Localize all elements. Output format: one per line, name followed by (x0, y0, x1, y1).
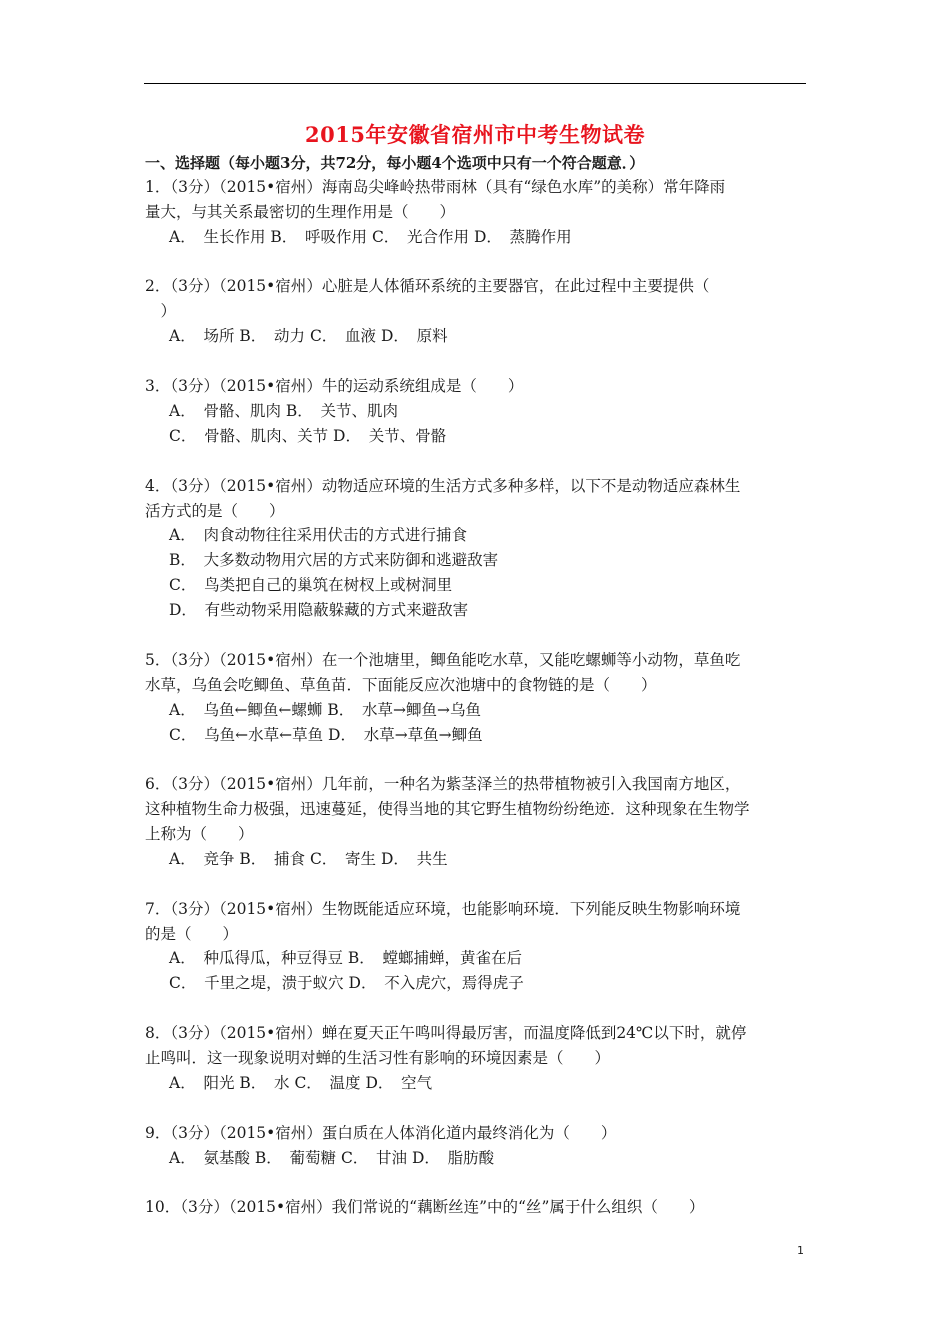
question-options: C． 骨骼、肌肉、关节 D． 关节、骨骼 (169, 427, 447, 445)
question-stem: 9．（3分）（2015•宿州）蛋白质在人体消化道内最终消化为（ ） (145, 1124, 617, 1142)
question-options: A． 竞争 B． 捕食 C． 寄生 D． 共生 (169, 850, 448, 868)
question-options: C． 千里之堤，溃于蚁穴 D． 不入虎穴，焉得虎子 (169, 974, 524, 992)
question-stem: 7．（3分）（2015•宿州）生物既能适应环境，也能影响环境．下列能反映生物影响环境 (145, 900, 741, 918)
question-stem: 5．（3分）（2015•宿州）在一个池塘里，鲫鱼能吃水草，又能吃螺蛳等小动物，草鱼吃 (145, 651, 741, 669)
question-options: A． 骨骼、肌肉 B． 关节、肌肉 (169, 402, 399, 420)
question-stem: ） (145, 302, 177, 320)
question-stem: 活方式的是（ ） (145, 502, 285, 520)
question-options: B． 大多数动物用穴居的方式来防御和逃避敌害 (169, 551, 499, 569)
question-stem: 2．（3分）（2015•宿州）心脏是人体循环系统的主要器官，在此过程中主要提供（ (145, 277, 710, 295)
question-stem: 4．（3分）（2015•宿州）动物适应环境的生活方式多种多样，以下不是动物适应森林生 (145, 477, 741, 495)
section-heading: 一、选择题（每小题3分，共72分，每小题4个选项中只有一个符合题意．） (145, 154, 645, 172)
question-stem: 1．（3分）（2015•宿州）海南岛尖峰岭热带雨林（具有“绿色水库”的美称）常年降雨 (145, 178, 726, 196)
question-stem: 水草，乌鱼会吃鲫鱼、草鱼苗．下面能反应次池塘中的食物链的是（ ） (145, 676, 657, 694)
question-stem: 量大，与其关系最密切的生理作用是（ ） (145, 203, 456, 221)
question-options: A． 场所 B． 动力 C． 血液 D． 原料 (169, 327, 448, 345)
question-stem: 10．（3分）（2015•宿州）我们常说的“藕断丝连”中的“丝”属于什么组织（ ） (145, 1198, 705, 1216)
question-stem: 6．（3分）（2015•宿州）几年前，一种名为紫茎泽兰的热带植物被引入我国南方地区， (145, 775, 741, 793)
page-number: 1 (797, 1244, 804, 1257)
question-options: A． 阳光 B． 水 C． 温度 D． 空气 (169, 1074, 433, 1092)
question-options: A． 生长作用 B． 呼吸作用 C． 光合作用 D． 蒸腾作用 (169, 228, 572, 246)
header-rule (144, 83, 806, 84)
page-title: 2015年安徽省宿州市中考生物试卷 (305, 122, 645, 147)
question-options: A． 氨基酸 B． 葡萄糖 C． 甘油 D． 脂肪酸 (169, 1149, 495, 1167)
question-stem: 上称为（ ） (145, 825, 254, 843)
question-options: C． 乌鱼←水草←草鱼 D． 水草→草鱼→鲫鱼 (169, 726, 483, 744)
question-stem: 8．（3分）（2015•宿州）蝉在夏天正午鸣叫得最厉害，而温度降低到24℃以下时，就停 (145, 1024, 747, 1042)
question-options: A． 种瓜得瓜，种豆得豆 B． 螳螂捕蝉，黄雀在后 (169, 949, 523, 967)
question-options: A． 乌鱼←鲫鱼←螺蛳 B． 水草→鲫鱼→乌鱼 (169, 701, 481, 719)
question-options: D． 有些动物采用隐蔽躲藏的方式来避敌害 (169, 601, 469, 619)
question-stem: 3．（3分）（2015•宿州）牛的运动系统组成是（ ） (145, 377, 524, 395)
question-options: A． 肉食动物往往采用伏击的方式进行捕食 (169, 526, 467, 544)
question-stem: 的是（ ） (145, 925, 239, 943)
question-stem: 这种植物生命力极强，迅速蔓延，使得当地的其它野生植物纷纷绝迹．这种现象在生物学 (145, 800, 750, 818)
question-stem: 止鸣叫．这一现象说明对蝉的生活习性有影响的环境因素是（ ） (145, 1049, 611, 1067)
question-options: C． 鸟类把自己的巢筑在树杈上或树洞里 (169, 576, 453, 594)
